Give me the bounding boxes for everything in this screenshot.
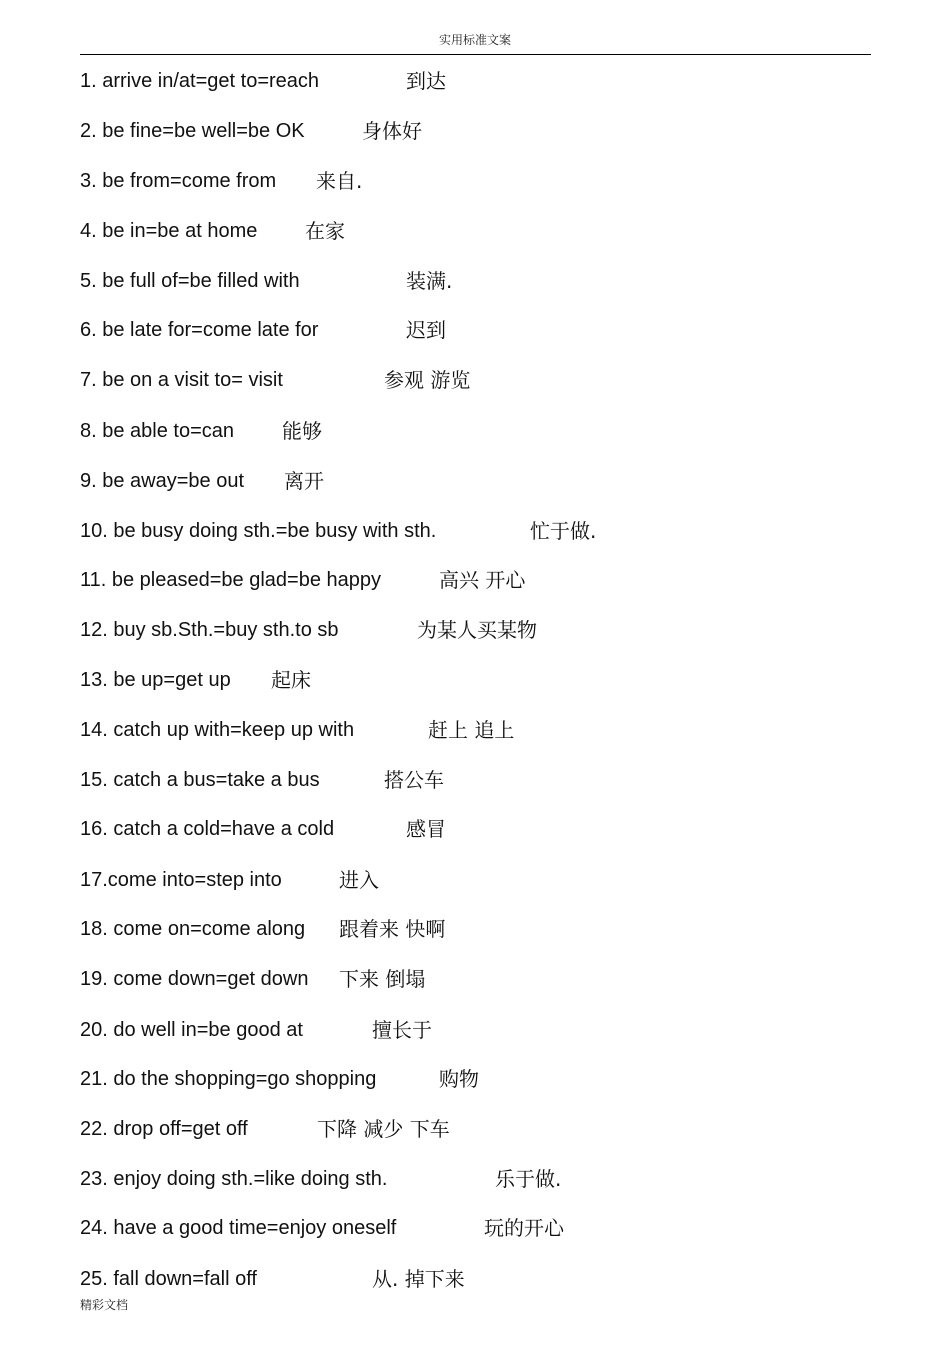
phrase-entry — [80, 1164, 860, 1194]
phrase-entry — [80, 715, 860, 745]
phrase-english: 24. have a good time=enjoy oneself — [80, 1217, 397, 1239]
phrase-chinese-meaning: 高兴 开心 — [439, 568, 526, 592]
phrase-entry — [80, 765, 860, 795]
phrase-chinese-meaning: 身体好 — [362, 119, 422, 143]
phrase-chinese-meaning: 下降 减少 下车 — [317, 1117, 450, 1141]
phrase-entry — [80, 1264, 860, 1294]
phrase-english: 13. be up=get up — [80, 669, 231, 691]
phrase-entry — [80, 315, 860, 345]
phrase-entry — [80, 615, 860, 645]
phrase-english: 23. enjoy doing sth.=like doing sth. — [80, 1168, 388, 1190]
header-divider — [80, 54, 871, 55]
phrase-entry — [80, 116, 860, 146]
phrase-english: 19. come down=get down — [80, 968, 309, 990]
phrase-chinese-meaning: 下来 倒塌 — [339, 967, 426, 991]
phrase-english: 17.come into=step into — [80, 869, 282, 891]
phrase-english: 25. fall down=fall off — [80, 1268, 257, 1290]
phrase-chinese-meaning: 忙于做. — [530, 519, 597, 543]
phrase-entry — [80, 365, 860, 395]
phrase-chinese-meaning: 在家 — [305, 219, 345, 243]
phrase-english: 3. be from=come from — [80, 170, 277, 192]
phrase-english: 7. be on a visit to= visit — [80, 369, 283, 391]
phrase-chinese-meaning: 购物 — [439, 1067, 479, 1091]
phrase-entry — [80, 1114, 860, 1144]
phrase-chinese-meaning: 玩的开心 — [484, 1216, 564, 1240]
phrase-english: 1. arrive in/at=get to=reach — [80, 70, 320, 92]
phrase-entry — [80, 814, 860, 844]
phrase-entry — [80, 266, 860, 296]
phrase-english: 8. be able to=can — [80, 420, 235, 442]
phrase-chinese-meaning: 起床 — [271, 668, 311, 692]
phrase-chinese-meaning: 参观 游览 — [384, 368, 471, 392]
phrase-english: 12. buy sb.Sth.=buy sth.to sb — [80, 619, 339, 641]
phrase-entry — [80, 865, 860, 895]
phrase-english: 10. be busy doing sth.=be busy with sth. — [80, 520, 437, 542]
phrase-entry — [80, 66, 860, 96]
phrase-english: 15. catch a bus=take a bus — [80, 769, 320, 791]
phrase-english: 6. be late for=come late for — [80, 319, 319, 341]
phrase-chinese-meaning: 赶上 追上 — [428, 718, 515, 742]
phrase-chinese-meaning: 乐于做. — [495, 1167, 562, 1191]
phrase-entry — [80, 166, 860, 196]
phrase-english: 5. be full of=be filled with — [80, 270, 300, 292]
phrase-chinese-meaning: 进入 — [339, 868, 379, 892]
phrase-entry — [80, 516, 860, 546]
phrase-chinese-meaning: 跟着来 快啊 — [339, 917, 446, 941]
phrase-english: 4. be in=be at home — [80, 220, 258, 242]
phrase-english: 9. be away=be out — [80, 470, 245, 492]
phrase-chinese-meaning: 擅长于 — [372, 1018, 432, 1042]
phrase-chinese-meaning: 迟到 — [406, 318, 446, 342]
phrase-chinese-meaning: 搭公车 — [384, 768, 444, 792]
phrase-entry — [80, 416, 860, 446]
phrase-entry — [80, 964, 860, 994]
phrase-entry — [80, 1213, 860, 1243]
phrase-entry — [80, 216, 860, 246]
phrase-chinese-meaning: 装满. — [406, 269, 453, 293]
phrase-chinese-meaning: 从. 掉下来 — [372, 1267, 465, 1291]
phrase-english: 21. do the shopping=go shopping — [80, 1068, 377, 1090]
phrase-english: 11. be pleased=be glad=be happy — [80, 569, 382, 591]
phrase-entry — [80, 466, 860, 496]
phrase-english: 2. be fine=be well=be OK — [80, 120, 305, 142]
phrase-chinese-meaning: 离开 — [284, 469, 324, 493]
phrase-english: 20. do well in=be good at — [80, 1019, 303, 1041]
phrase-chinese-meaning: 为某人买某物 — [417, 618, 537, 642]
phrase-chinese-meaning: 感冒 — [406, 817, 446, 841]
phrase-english: 18. come on=come along — [80, 918, 306, 940]
phrase-entry — [80, 914, 860, 944]
phrase-entry — [80, 1064, 860, 1094]
page-footer: 精彩文档 — [80, 1298, 129, 1312]
phrase-entry — [80, 665, 860, 695]
phrase-chinese-meaning: 能够 — [282, 419, 322, 443]
phrase-entry — [80, 565, 860, 595]
phrase-chinese-meaning: 到达 — [406, 69, 446, 93]
phrase-english: 14. catch up with=keep up with — [80, 719, 355, 741]
page-header: 实用标准文案 — [438, 33, 511, 47]
phrase-english: 16. catch a cold=have a cold — [80, 818, 335, 840]
phrase-english: 22. drop off=get off — [80, 1118, 248, 1140]
phrase-entry — [80, 1015, 860, 1045]
phrase-chinese-meaning: 来自. — [316, 169, 363, 193]
